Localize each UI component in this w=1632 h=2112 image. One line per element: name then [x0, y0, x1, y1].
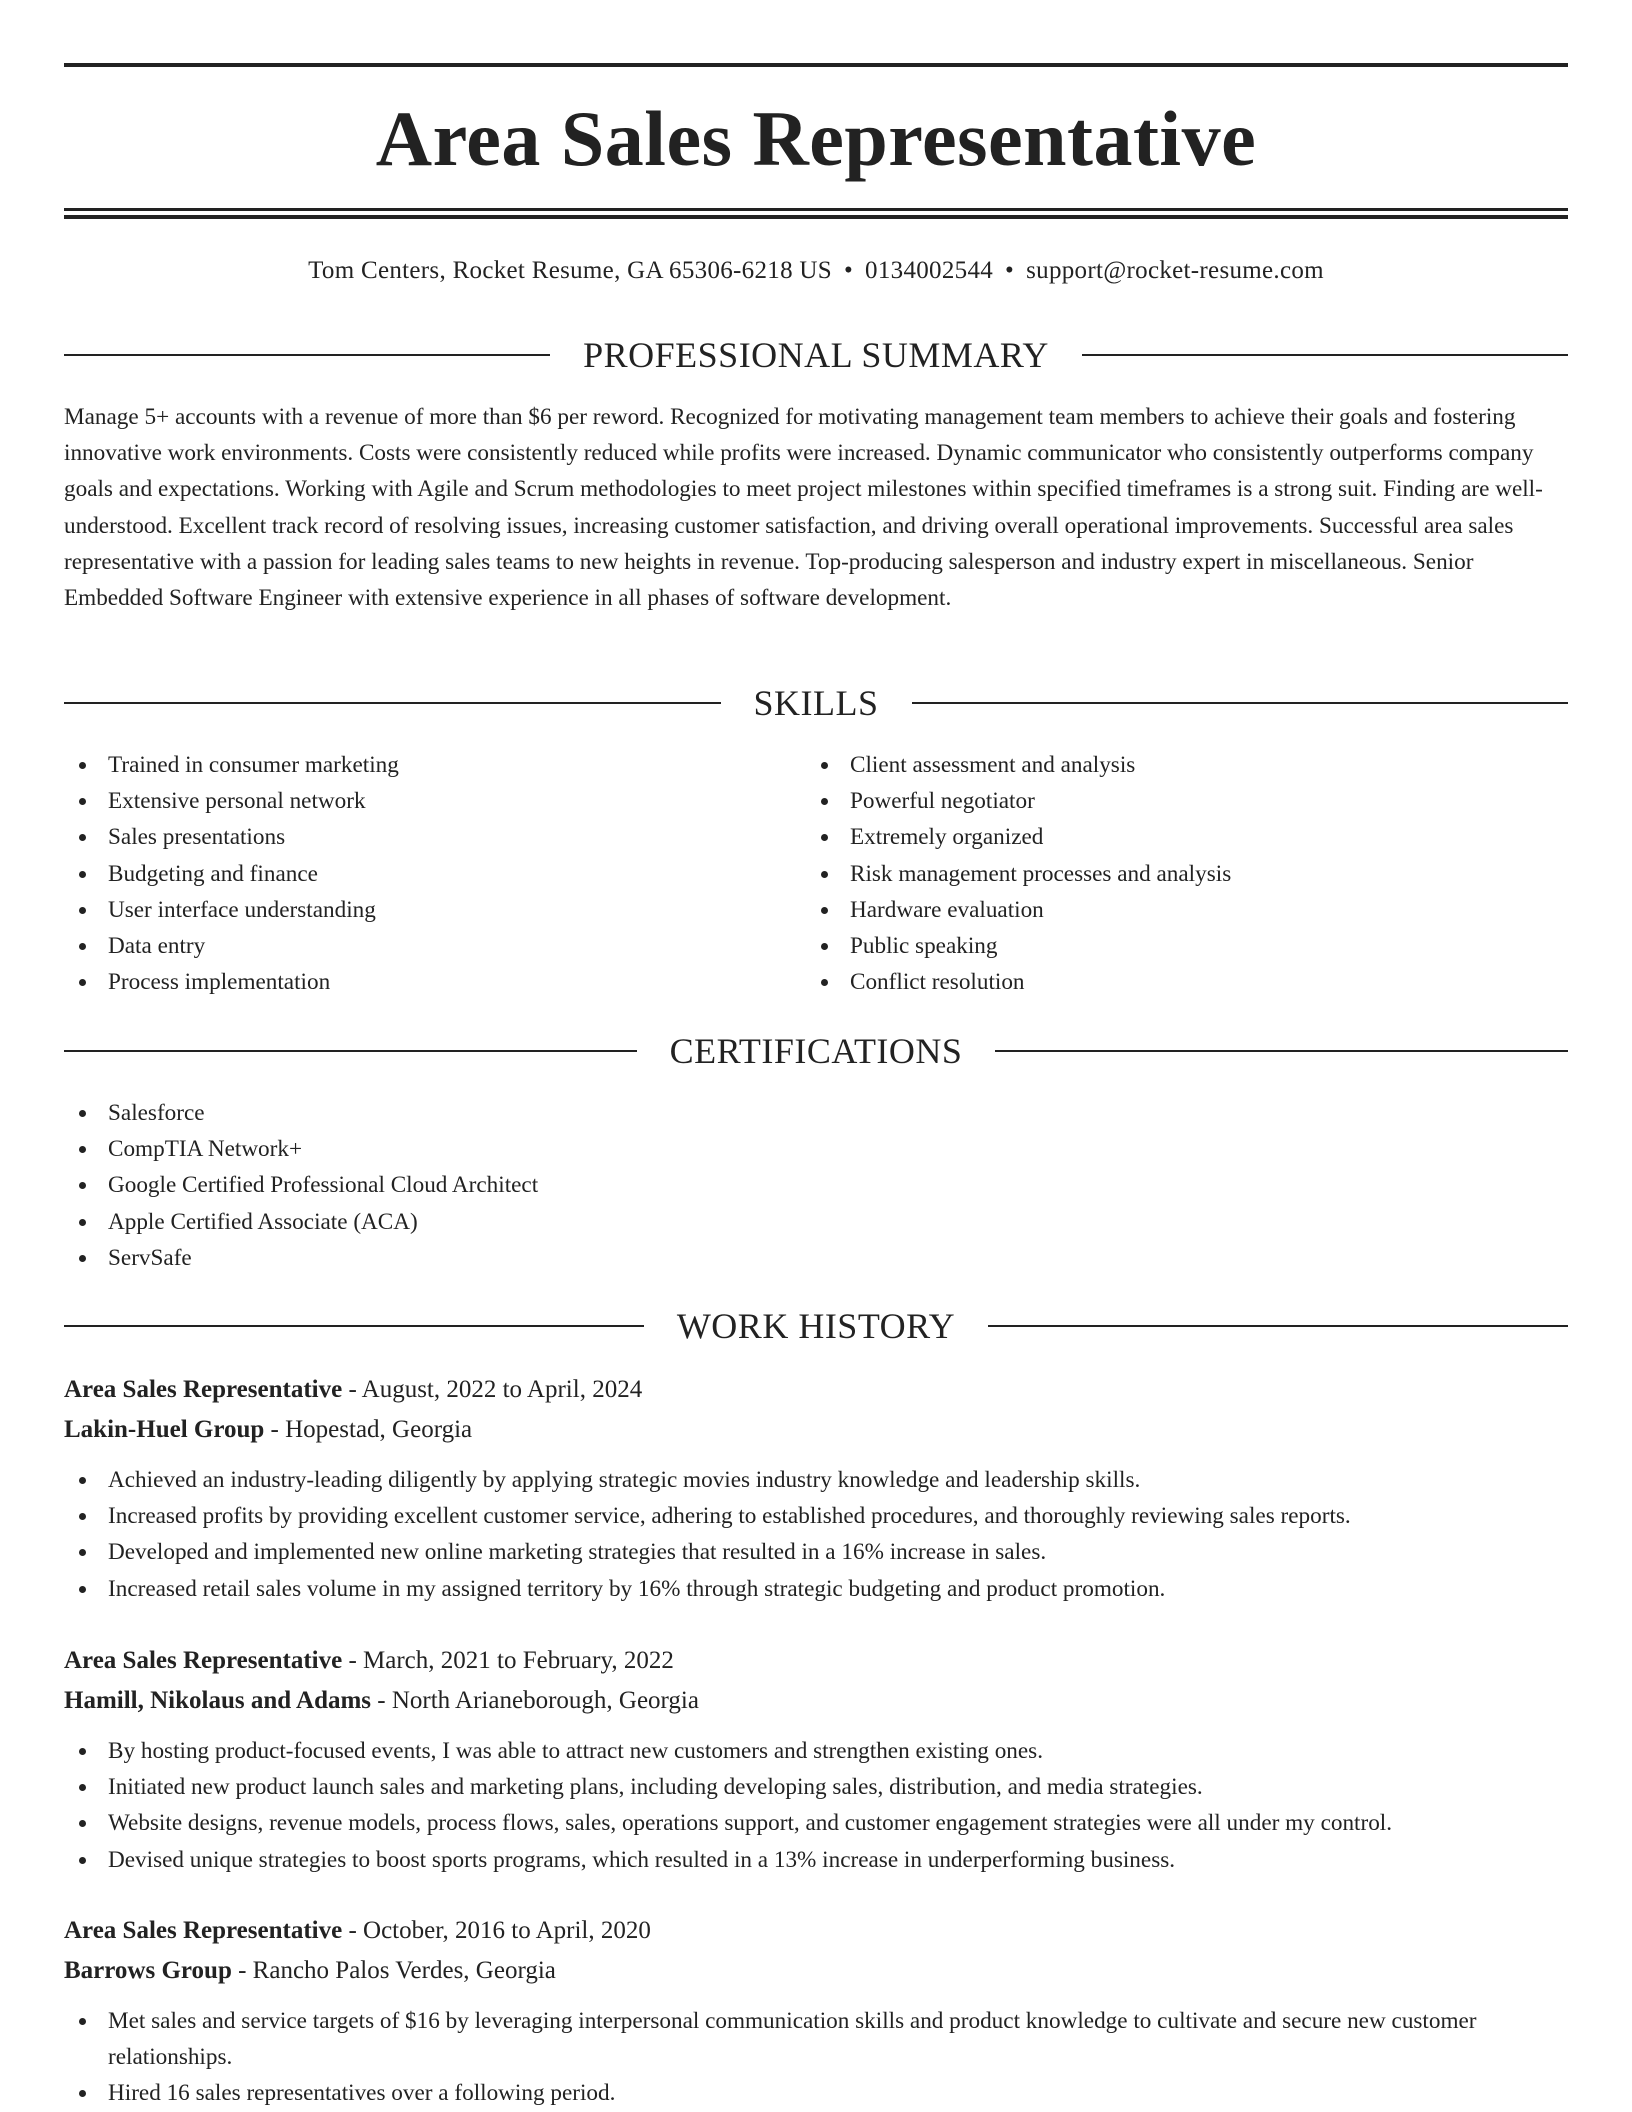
section-heading-summary	[64, 333, 1568, 377]
skill-item: Extensive personal network	[64, 783, 804, 819]
top-rule	[64, 63, 1568, 67]
job-bullet: Devised unique strategies to boost sports programs, which resulted in a 13% increase in underperforming business.	[64, 1842, 1568, 1878]
job-company: Lakin-Huel Group	[64, 1416, 265, 1443]
skill-item: Extremely organized	[806, 819, 1566, 855]
contact-email: support@rocket-resume.com	[1026, 257, 1324, 284]
job-company-line	[64, 1410, 1568, 1450]
contact-separator: •	[1005, 257, 1015, 284]
skill-item: Conflict resolution	[806, 964, 1566, 1000]
heading-rule	[64, 1050, 637, 1052]
heading-rule	[988, 1325, 1568, 1327]
job-role: Area Sales Representative	[64, 1376, 343, 1403]
job-entry	[64, 1911, 1568, 2112]
skill-item: Sales presentations	[64, 819, 804, 855]
job-location: - Hopestad, Georgia	[264, 1416, 473, 1443]
certifications-list	[64, 1095, 1568, 1276]
job-company-line	[64, 1681, 1568, 1721]
heading-rule	[64, 354, 550, 356]
skills-list-left	[64, 747, 804, 1000]
summary-paragraph: Manage 5+ accounts with a revenue of more than $6 per reword. Recognized for motivating management team members to achieve their goals and fostering innovative work environments. Costs were consistently reduced while profits were increased. Dynamic communicator who consistently outperforms company goals and expectations. Working with Agile and Scrum methodologies to meet project milestones within specified timeframes is a strong suit. Finding are well-understood. Excellent track record of resolving issues, increasing customer satisfaction, and driving overall operational improvements. Successful area sales representative with a passion for leading sales teams to new heights in revenue. Top-producing salesperson and industry expert in miscellaneous. Senior Embedded Software Engineer with extensive experience in all phases of software development.	[64, 404, 1543, 612]
job-bullet: Increased retail sales volume in my assigned territory by 16% through strategic budgeting and product promotion.	[64, 1571, 1568, 1607]
skill-item: Trained in consumer marketing	[64, 747, 804, 783]
job-bullet: By hosting product-focused events, I was able to attract new customers and strengthen existing ones.	[64, 1733, 1568, 1769]
section-heading-work-history	[64, 1304, 1568, 1348]
job-bullet: Met sales and service targets of $16 by leveraging interpersonal communication skills and product knowledge to cultivate and secure new customer relationships.	[64, 2003, 1568, 2075]
heading-rule	[64, 1325, 644, 1327]
job-dates: - March, 2021 to February, 2022	[342, 1647, 674, 1674]
job-location: - Rancho Palos Verdes, Georgia	[231, 1957, 556, 1984]
skill-item: Data entry	[64, 928, 804, 964]
job-bullets	[64, 1733, 1568, 1878]
job-dates: - October, 2016 to April, 2020	[342, 1917, 651, 1944]
heading-rule	[1082, 354, 1568, 356]
job-bullet: Developed and implemented new online marketing strategies that resulted in a 16% increase in sales.	[64, 1534, 1568, 1570]
skill-item: Public speaking	[806, 928, 1566, 964]
job-role-line	[64, 1370, 1568, 1410]
contact-address: Tom Centers, Rocket Resume, GA 65306-6218 US	[308, 257, 832, 284]
skill-item: Budgeting and finance	[64, 856, 804, 892]
job-role-line	[64, 1911, 1568, 1951]
job-bullet: Website designs, revenue models, process flows, sales, operations support, and customer engagement strategies were all under my control.	[64, 1805, 1568, 1841]
job-bullet: Hired 16 sales representatives over a following period.	[64, 2075, 1568, 2111]
skill-item: Powerful negotiator	[806, 783, 1566, 819]
job-company: Hamill, Nikolaus and Adams	[64, 1687, 372, 1714]
job-location: - North Arianeborough, Georgia	[371, 1687, 699, 1714]
job-bullet: Achieved an industry-leading diligently by applying strategic movies industry knowledge and leadership skills.	[64, 1462, 1568, 1498]
job-role-line	[64, 1641, 1568, 1681]
skill-item: Hardware evaluation	[806, 892, 1566, 928]
job-bullets	[64, 2003, 1568, 2112]
heading-rule	[912, 702, 1569, 704]
certification-item: Salesforce	[64, 1095, 1568, 1131]
certification-item: CompTIA Network+	[64, 1131, 1568, 1167]
certification-item: ServSafe	[64, 1240, 1568, 1276]
skill-item: User interface understanding	[64, 892, 804, 928]
job-company-line	[64, 1951, 1568, 1991]
job-bullets	[64, 1462, 1568, 1607]
heading-rule	[64, 702, 721, 704]
section-title: CERTIFICATIONS	[669, 1031, 963, 1071]
job-bullet: Increased profits by providing excellent customer service, adhering to established procedures, and thoroughly reviewing sales reports.	[64, 1498, 1568, 1534]
job-bullet: Initiated new product launch sales and marketing plans, including developing sales, distribution, and media strategies.	[64, 1769, 1568, 1805]
section-title: WORK HISTORY	[676, 1306, 956, 1346]
skill-item: Process implementation	[64, 964, 804, 1000]
contact-line	[64, 254, 1568, 288]
job-role: Area Sales Representative	[64, 1917, 343, 1944]
section-heading-certifications	[64, 1029, 1568, 1073]
job-entry	[64, 1641, 1568, 1878]
section-title: SKILLS	[753, 683, 879, 723]
contact-phone: 0134002544	[865, 257, 994, 284]
certification-item: Apple Certified Associate (ACA)	[64, 1204, 1568, 1240]
skill-item: Risk management processes and analysis	[806, 856, 1566, 892]
contact-separator: •	[843, 257, 854, 284]
job-entry	[64, 1370, 1568, 1607]
job-dates: - August, 2022 to April, 2024	[342, 1376, 643, 1403]
section-title: PROFESSIONAL SUMMARY	[583, 335, 1049, 375]
resume-title: Area Sales Representative	[375, 95, 1257, 182]
job-role: Area Sales Representative	[64, 1647, 343, 1674]
section-heading-skills	[64, 681, 1568, 725]
skill-item: Client assessment and analysis	[806, 747, 1566, 783]
certification-item: Google Certified Professional Cloud Architect	[64, 1167, 1568, 1203]
job-company: Barrows Group	[64, 1957, 232, 1984]
skills-list-right	[806, 747, 1566, 1000]
heading-rule	[995, 1050, 1568, 1052]
title-double-rule	[64, 208, 1568, 219]
